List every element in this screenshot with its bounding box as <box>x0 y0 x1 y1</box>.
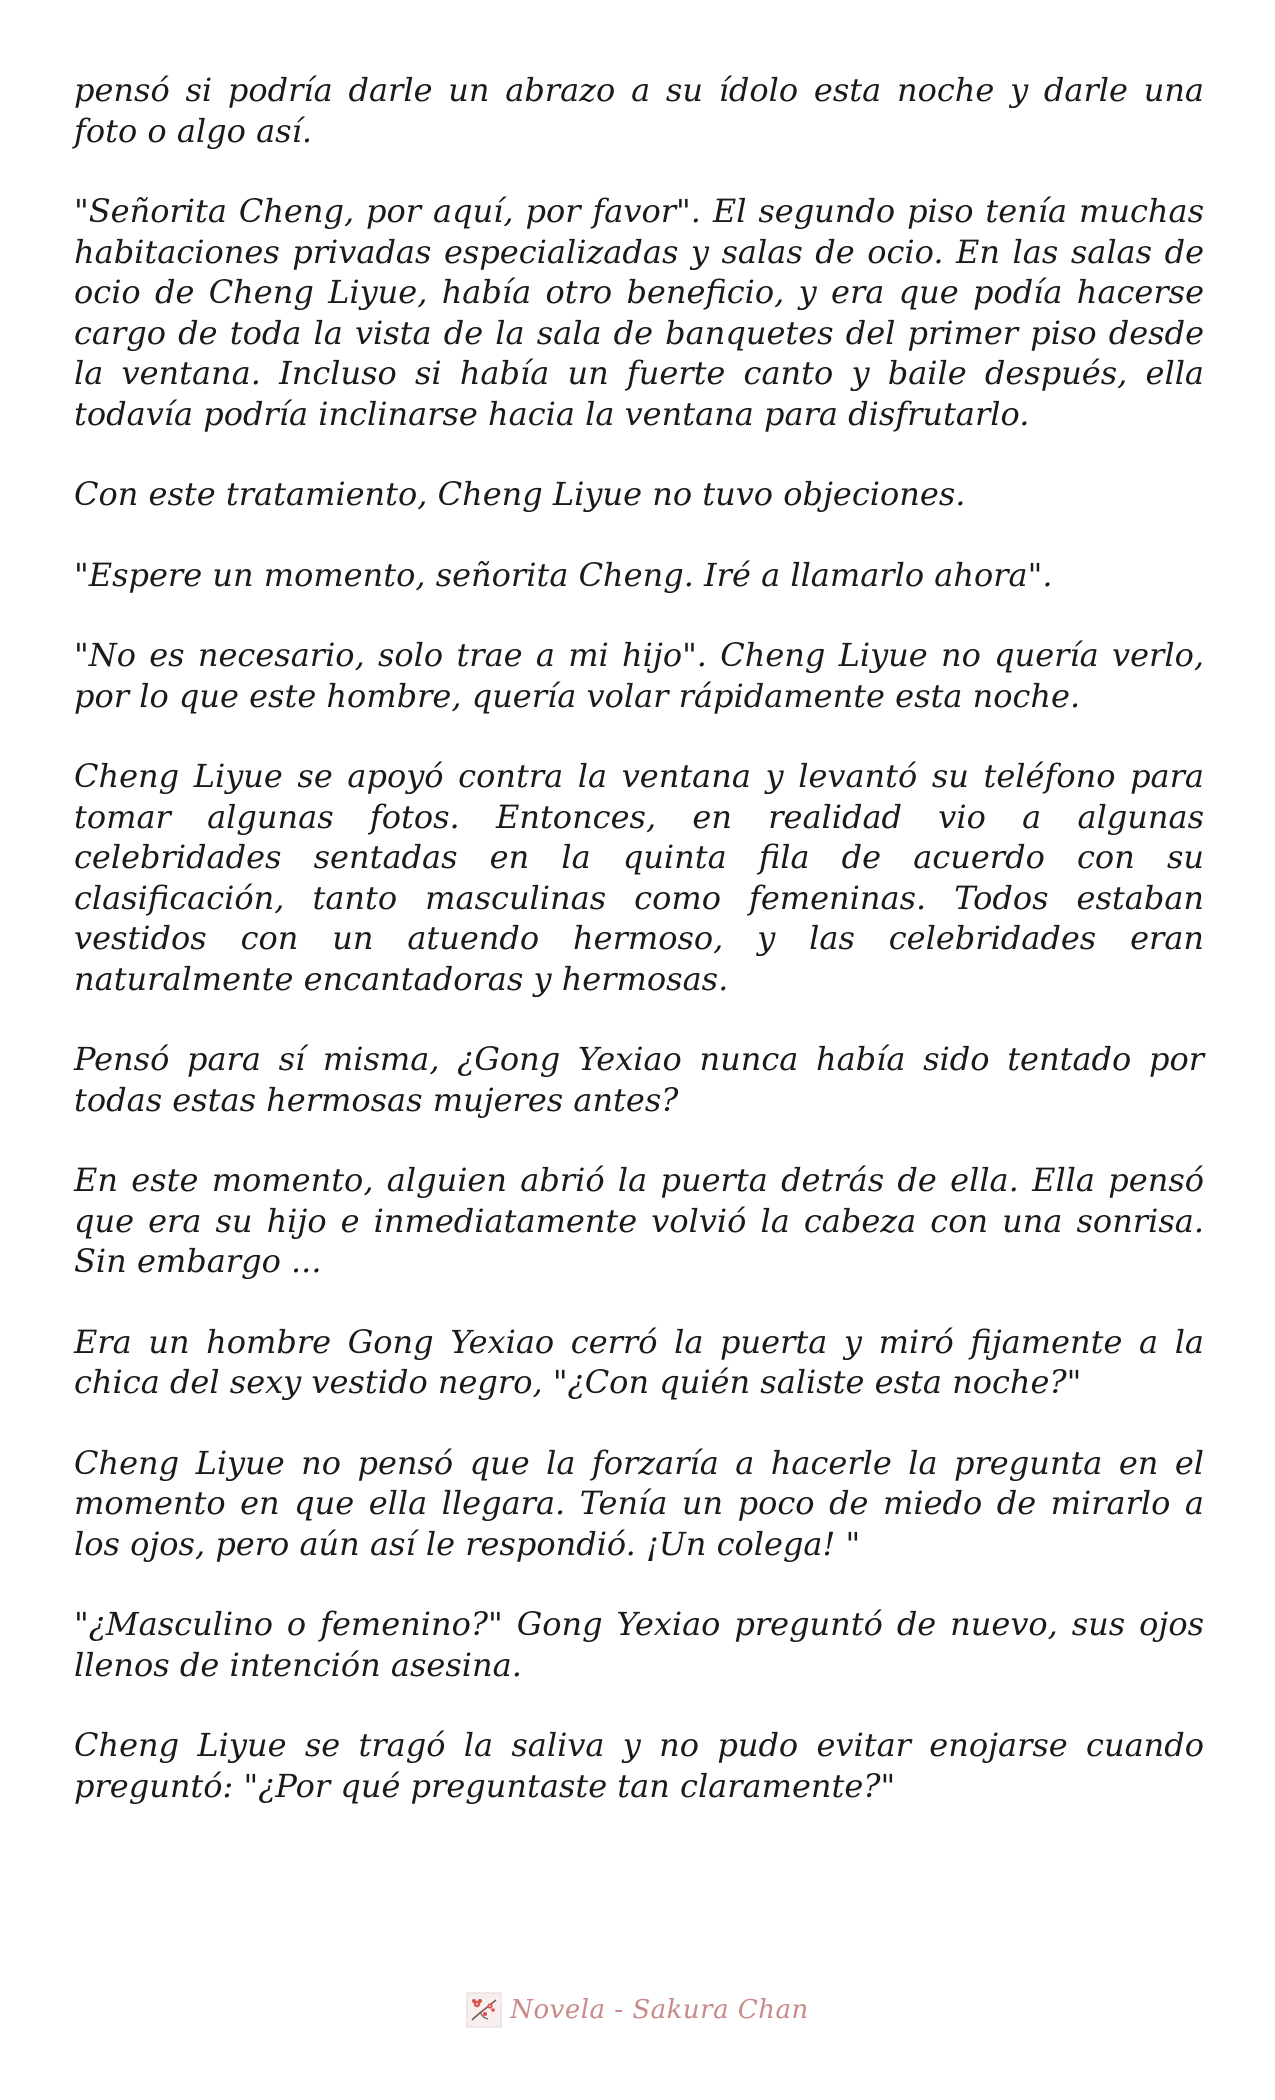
paragraph: Cheng Liyue no pensó que la forzaría a hacerle la pregunta en el momento en que ella llegara. Tenía un poco de miedo de mirarlo a los ojos, pero aún así le respondió. ¡Un colega! " <box>74 1443 1204 1563</box>
document-body <box>74 70 1204 1846</box>
paragraph: Cheng Liyue se tragó la saliva y no pudo evitar enojarse cuando preguntó: "¿Por qué preguntaste tan claramente?" <box>74 1726 1204 1805</box>
paragraph: "No es necesario, solo trae a mi hijo". Cheng Liyue no quería verlo, por lo que este hombre, quería volar rápidamente esta noche. <box>74 636 1204 715</box>
footer-text: Novela - Sakura Chan <box>510 1995 809 2025</box>
footer-watermark <box>0 1992 1275 2028</box>
sakura-blossom-icon <box>466 1992 502 2028</box>
paragraph: En este momento, alguien abrió la puerta detrás de ella. Ella pensó que era su hijo e inmediatamente volvió la cabeza con una sonrisa. Sin embargo ... <box>74 1161 1204 1280</box>
paragraph: Era un hombre Gong Yexiao cerró la puerta y miró fijamente a la chica del sexy vestido negro, "¿Con quién saliste esta noche?" <box>74 1322 1204 1401</box>
paragraph: Cheng Liyue se apoyó contra la ventana y levantó su teléfono para tomar algunas fotos. Entonces, en realidad vio a algunas celebridades sentadas en la quinta fila de acuerdo con su clasificación, tanto masculinas como femeninas. Todos estaban vestidos con un atuendo hermoso, y las celebridades eran naturalmente encantadoras y hermosas. <box>74 757 1204 998</box>
paragraph: "Señorita Cheng, por aquí, por favor". El segundo piso tenía muchas habitaciones privadas especializadas y salas de ocio. En las salas de ocio de Cheng Liyue, había otro beneficio, y era que podía hacerse cargo de toda la vista de la sala de banquetes del primer piso desde la ventana. Incluso si había un fuerte canto y baile después, ella todavía podría inclinarse hacia la ventana para disfrutarlo. <box>74 192 1204 433</box>
paragraph: "Espere un momento, señorita Cheng. Iré a llamarlo ahora". <box>74 555 1053 594</box>
paragraph: pensó si podría darle un abrazo a su ídolo esta noche y darle una foto o algo así. <box>74 71 1204 150</box>
paragraph: "¿Masculino o femenino?" Gong Yexiao preguntó de nuevo, sus ojos llenos de intención asesina. <box>74 1605 1204 1684</box>
paragraph: Pensó para sí misma, ¿Gong Yexiao nunca había sido tentado por todas estas hermosas mujeres antes? <box>74 1040 1204 1119</box>
paragraph: Con este tratamiento, Cheng Liyue no tuvo objeciones. <box>74 475 966 513</box>
